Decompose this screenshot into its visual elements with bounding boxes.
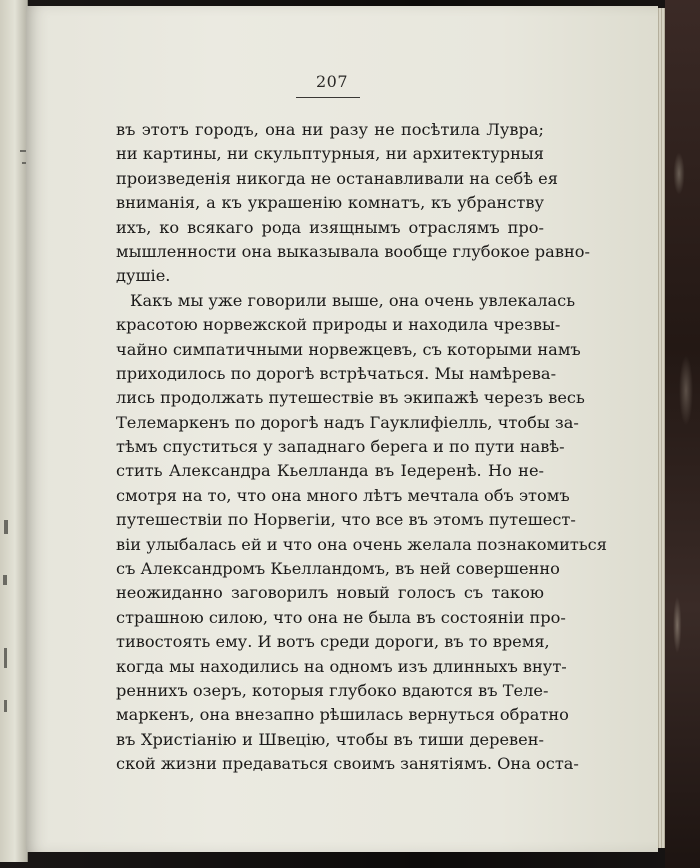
text-line: красотою норвежской природы и находила чрезвы- bbox=[116, 315, 561, 335]
text-line: ихъ, ко всякаго рода изящнымъ отраслямъ про- bbox=[116, 217, 544, 237]
text-line: когда мы находились на одномъ изъ длинныхъ внут- bbox=[116, 656, 567, 676]
text-line: Какъ мы уже говорили выше, она очень увлекалась bbox=[130, 290, 576, 310]
text-line: ской жизни предаваться своимъ занятіямъ. Она оста- bbox=[116, 754, 579, 774]
text-line: вниманія, а къ украшенію комнатъ, къ убранству bbox=[116, 193, 544, 213]
text-line: въ этотъ городъ, она ни разу не посѣтила Лувра; bbox=[116, 120, 544, 139]
text-line: мышленности она выказывала вообще глубокое равно- bbox=[116, 241, 590, 261]
page-mark bbox=[3, 575, 7, 585]
previous-page-edge bbox=[0, 0, 28, 862]
text-line: стить Александра Кьелланда въ Іедеренѣ. Но не- bbox=[116, 461, 544, 481]
text-line: съ Александромъ Кьелландомъ, въ ней совершенно bbox=[116, 559, 560, 579]
page-mark bbox=[4, 520, 8, 534]
text-line: Телемаркенъ по дорогѣ надъ Гауклифіелль, чтобы за- bbox=[116, 412, 579, 432]
page-number: 207 bbox=[315, 72, 349, 91]
text-line: віи улыбалась ей и что она очень желала познакомиться bbox=[116, 534, 607, 554]
text-line: страшною силою, что она не была въ состояніи про- bbox=[116, 607, 566, 627]
text-line: смотря на то, что она много лѣтъ мечтала объ этомъ bbox=[116, 485, 570, 505]
text-line: тивостоять ему. И вотъ среди дороги, въ то время, bbox=[116, 632, 550, 652]
page-mark bbox=[4, 700, 7, 712]
marbled-cover bbox=[665, 0, 700, 868]
page-mark bbox=[4, 648, 7, 668]
text-line: реннихъ озеръ, которыя глубоко вдаются въ Теле- bbox=[116, 680, 549, 700]
text-line: тѣмъ спуститься у западнаго берега и по пути навѣ- bbox=[116, 437, 565, 457]
text-line: приходилось по дорогѣ встрѣчаться. Мы намѣрева- bbox=[116, 363, 557, 383]
text-line: въ Христіанію и Швецію, чтобы въ тиши деревен- bbox=[116, 729, 544, 749]
text-line: душіе. bbox=[116, 266, 171, 286]
body-text bbox=[116, 118, 607, 777]
page-number-rule bbox=[296, 97, 360, 98]
text-line: маркенъ, она внезапно рѣшилась вернуться обратно bbox=[116, 705, 569, 725]
text-line: путешествіи по Норвегіи, что все въ этомъ путешест- bbox=[116, 510, 576, 530]
text-line: произведенія никогда не останавливали на себѣ ея bbox=[116, 168, 558, 188]
text-line: лись продолжать путешествіе въ экипажѣ черезъ весь bbox=[116, 388, 585, 408]
text-line: чайно симпатичными норвежцевъ, съ которыми намъ bbox=[116, 339, 581, 359]
text-line: неожиданно заговорилъ новый голосъ съ такою bbox=[116, 583, 544, 603]
text-line: ни картины, ни скульптурныя, ни архитектурныя bbox=[116, 144, 544, 164]
